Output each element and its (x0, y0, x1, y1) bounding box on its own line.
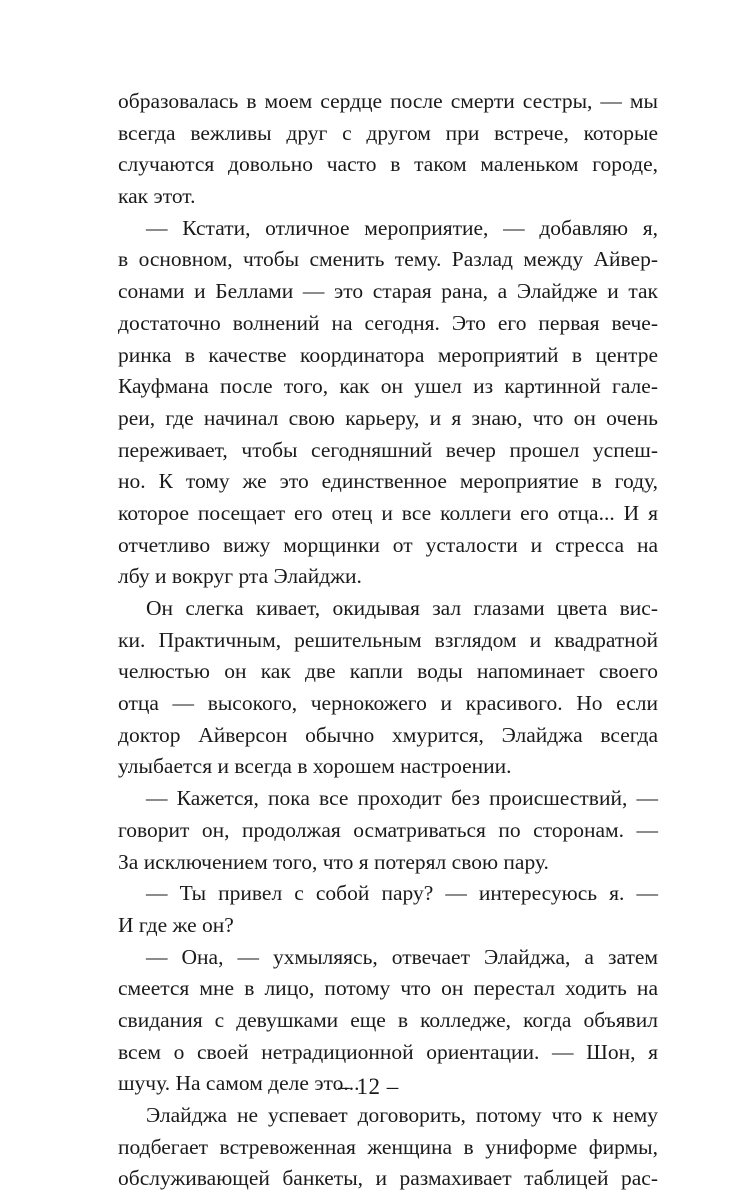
text-line: отчетливо вижу морщинки от усталости и стресса на (118, 532, 658, 557)
text-line: сонами и Беллами — это старая рана, а Элайдже и так (118, 279, 658, 304)
text-line: Элайджа не успевает договорить, потому что к нему (146, 1103, 658, 1127)
text-line: всегда вежливы друг с другом при встрече, которые (118, 120, 658, 145)
text-line: За исключением того, что я потерял свою пару. (118, 849, 549, 874)
text-line: шучу. На самом деле это... (118, 1071, 360, 1096)
text-line: в основном, чтобы сменить тему. Разлад между Айвер- (118, 247, 658, 272)
text-line: говорит он, продолжая осматриваться по сторонам. — (118, 817, 658, 842)
paragraph (118, 783, 658, 878)
paragraph (118, 86, 658, 213)
text-line: — Кстати, отличное мероприятие, — добавляю я, (146, 215, 658, 240)
text-line: улыбается и всегда в хорошем настроении. (118, 754, 512, 779)
text-line: случаются довольно часто в таком маленьком городе, (118, 152, 658, 177)
text-line: — Она, — ухмыляясь, отвечает Элайджа, а затем (146, 944, 658, 969)
text-line: челюстью он как две капли воды напоминает своего (118, 659, 658, 684)
paragraph (118, 213, 658, 593)
text-line: И где же он? (118, 912, 234, 937)
text-line: но. К тому же это единственное мероприятие в году, (118, 469, 658, 494)
text-line: подбегает встревоженная женщина в униформе фирмы, (118, 1134, 658, 1159)
text-line: доктор Айверсон обычно хмурится, Элайджа всегда (118, 722, 658, 747)
paragraph (118, 1100, 658, 1195)
text-line: переживает, чтобы сегодняшний вечер прошел успеш- (118, 437, 658, 462)
text-line: ки. Практичным, решительным взглядом и квадратной (118, 627, 658, 652)
text-line: как этот. (118, 184, 196, 209)
text-line: Кауфмана после того, как он ушел из картинной гале- (118, 374, 658, 399)
text-line: обслуживающей банкеты, и размахивает таблицей рас- (118, 1166, 658, 1191)
paragraph (118, 593, 658, 783)
text-line: достаточно волнений на сегодня. Это его первая вече- (118, 310, 658, 335)
text-line: образовалась в моем сердце после смерти сестры, — мы (118, 89, 658, 113)
text-body (118, 86, 658, 1195)
text-line: которое посещает его отец и все коллеги его отца... И я (118, 500, 658, 525)
text-line: смеется мне в лицо, потому что он перестал ходить на (118, 976, 658, 1001)
text-line: реи, где начинал свою карьеру, и я знаю, что он очень (118, 405, 658, 430)
text-line: — Кажется, пока все проходит без происшествий, — (146, 786, 658, 811)
text-line: всем о своей нетрадиционной ориентации. — Шон, я (118, 1039, 658, 1064)
page-number: – 12 – (338, 1074, 399, 1099)
text-line: — Ты привел с собой пару? — интересуюсь я. — (146, 881, 658, 906)
paragraph (118, 878, 658, 941)
text-line: лбу и вокруг рта Элайджи. (118, 564, 362, 589)
text-line: ринка в качестве координатора мероприятий в центре (118, 342, 658, 367)
text-line: отца — высокого, чернокожего и красивого. Но если (118, 691, 658, 716)
text-line: Он слегка кивает, окидывая зал глазами цвета вис- (146, 596, 658, 620)
text-line: свидания с девушками еще в колледже, когда объявил (118, 1007, 658, 1032)
